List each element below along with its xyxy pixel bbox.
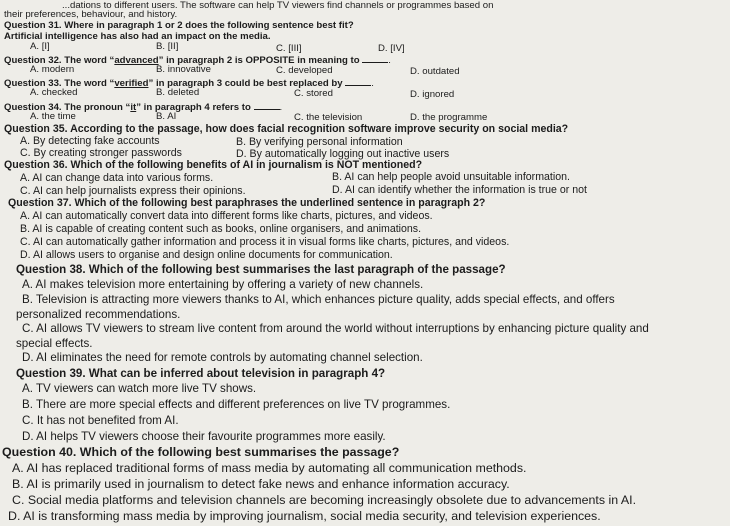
option-a[interactable]: A. checked: [30, 87, 78, 98]
option-c[interactable]: C. AI can help journalists express their opinions.: [20, 185, 246, 197]
option-b[interactable]: B. Television is attracting more viewers thanks to AI, which enhances picture quality, adds special effects, and offers: [22, 293, 615, 306]
option-d[interactable]: D. outdated: [410, 66, 460, 77]
question-37: Question 37. Which of the following best paraphrases the underlined sentence in paragraph 2?: [8, 197, 486, 209]
option-d[interactable]: D. AI helps TV viewers choose their favourite programmes more easily.: [22, 430, 386, 443]
option-d[interactable]: D. [IV]: [378, 43, 405, 54]
passage-line: their preferences, behaviour, and history.: [4, 9, 178, 20]
option-d[interactable]: D. AI eliminates the need for remote controls by automating channel selection.: [22, 351, 423, 364]
option-d[interactable]: D. By automatically logging out inactive users: [236, 148, 450, 160]
answer-blank: [345, 77, 371, 86]
option-c[interactable]: C. AI allows TV viewers to stream live content from around the world without interruptions by enhancing picture quality and: [22, 322, 649, 335]
option-c[interactable]: C. developed: [276, 65, 333, 76]
option-c-continued: special effects.: [16, 337, 93, 350]
option-b[interactable]: B. AI can help people avoid unsuitable information.: [332, 171, 570, 183]
option-b[interactable]: B. There are more special effects and different preferences on live TV programmes.: [22, 398, 451, 411]
question-35: Question 35. According to the passage, how does facial recognition software improve security on social media?: [4, 123, 569, 135]
option-b[interactable]: B. AI is primarily used in journalism to detect fake news and enhance information accuracy.: [12, 477, 510, 491]
option-a[interactable]: A. TV viewers can watch more live TV shows.: [22, 382, 257, 395]
option-a[interactable]: A. AI can automatically convert data into different forms like charts, pictures, and videos.: [20, 210, 433, 222]
option-d[interactable]: D. AI allows users to organise and design online documents for communication.: [20, 249, 393, 261]
question-40: Question 40. Which of the following best summarises the passage?: [2, 445, 400, 459]
question-31-sentence: Artificial intelligence has also had an impact on the media.: [4, 31, 271, 42]
question-32: Question 32. The word “advanced” in paragraph 2 is OPPOSITE in meaning to .: [4, 55, 391, 66]
option-c[interactable]: C. stored: [294, 88, 333, 99]
option-b[interactable]: B. By verifying personal information: [236, 136, 403, 148]
option-d[interactable]: D. AI is transforming mass media by improving journalism, social media security, and television experiences.: [8, 509, 601, 523]
option-b[interactable]: B. AI is capable of creating content such as books, online organisers, and animations.: [20, 223, 422, 235]
question-33: Question 33. The word “verified” in paragraph 3 could be best replaced by .: [4, 78, 374, 89]
option-c[interactable]: C. AI can automatically gather information and process it in visual forms like charts, pictures, and videos.: [20, 236, 510, 248]
option-a[interactable]: A. [I]: [30, 41, 50, 52]
option-d[interactable]: D. the programme: [410, 112, 488, 123]
question-34: Question 34. The pronoun “it” in paragraph 4 refers to .: [4, 102, 283, 113]
option-b-continued: personalized recommendations.: [16, 308, 181, 321]
option-c[interactable]: C. the television: [294, 112, 363, 123]
question-39: Question 39. What can be inferred about television in paragraph 4?: [16, 367, 386, 380]
passage-line: ...dations to different users. The software can help TV viewers find channels or programmes based on: [62, 0, 494, 11]
option-c[interactable]: C. By creating stronger passwords: [20, 147, 182, 159]
option-c[interactable]: C. Social media platforms and television channels are becoming increasingly obsolete due to advancements in AI.: [12, 493, 637, 507]
answer-blank: [362, 54, 388, 63]
option-b[interactable]: B. [II]: [156, 41, 179, 52]
option-b[interactable]: B. deleted: [156, 87, 200, 98]
option-a[interactable]: A. AI has replaced traditional forms of mass media by automating all communication methods.: [12, 461, 527, 475]
question-36: Question 36. Which of the following benefits of AI in journalism is NOT mentioned?: [4, 159, 423, 171]
option-d[interactable]: D. AI can identify whether the information is true or not: [332, 184, 587, 196]
option-c[interactable]: C. It has not benefited from AI.: [22, 414, 179, 427]
option-a[interactable]: A. the time: [30, 111, 76, 122]
option-a[interactable]: A. By detecting fake accounts: [20, 135, 160, 147]
option-d[interactable]: D. ignored: [410, 89, 455, 100]
answer-blank: [254, 101, 280, 110]
option-a[interactable]: A. AI can change data into various forms.: [20, 172, 214, 184]
option-b[interactable]: B. innovative: [156, 64, 211, 75]
option-a[interactable]: A. AI makes television more entertaining by offering a variety of new channels.: [22, 278, 424, 291]
question-31: Question 31. Where in paragraph 1 or 2 does the following sentence best fit?: [4, 20, 354, 31]
question-38: Question 38. Which of the following best summarises the last paragraph of the passage?: [16, 263, 506, 276]
option-c[interactable]: C. [III]: [276, 43, 302, 54]
option-a[interactable]: A. modern: [30, 64, 75, 75]
option-b[interactable]: B. AI: [156, 111, 177, 122]
